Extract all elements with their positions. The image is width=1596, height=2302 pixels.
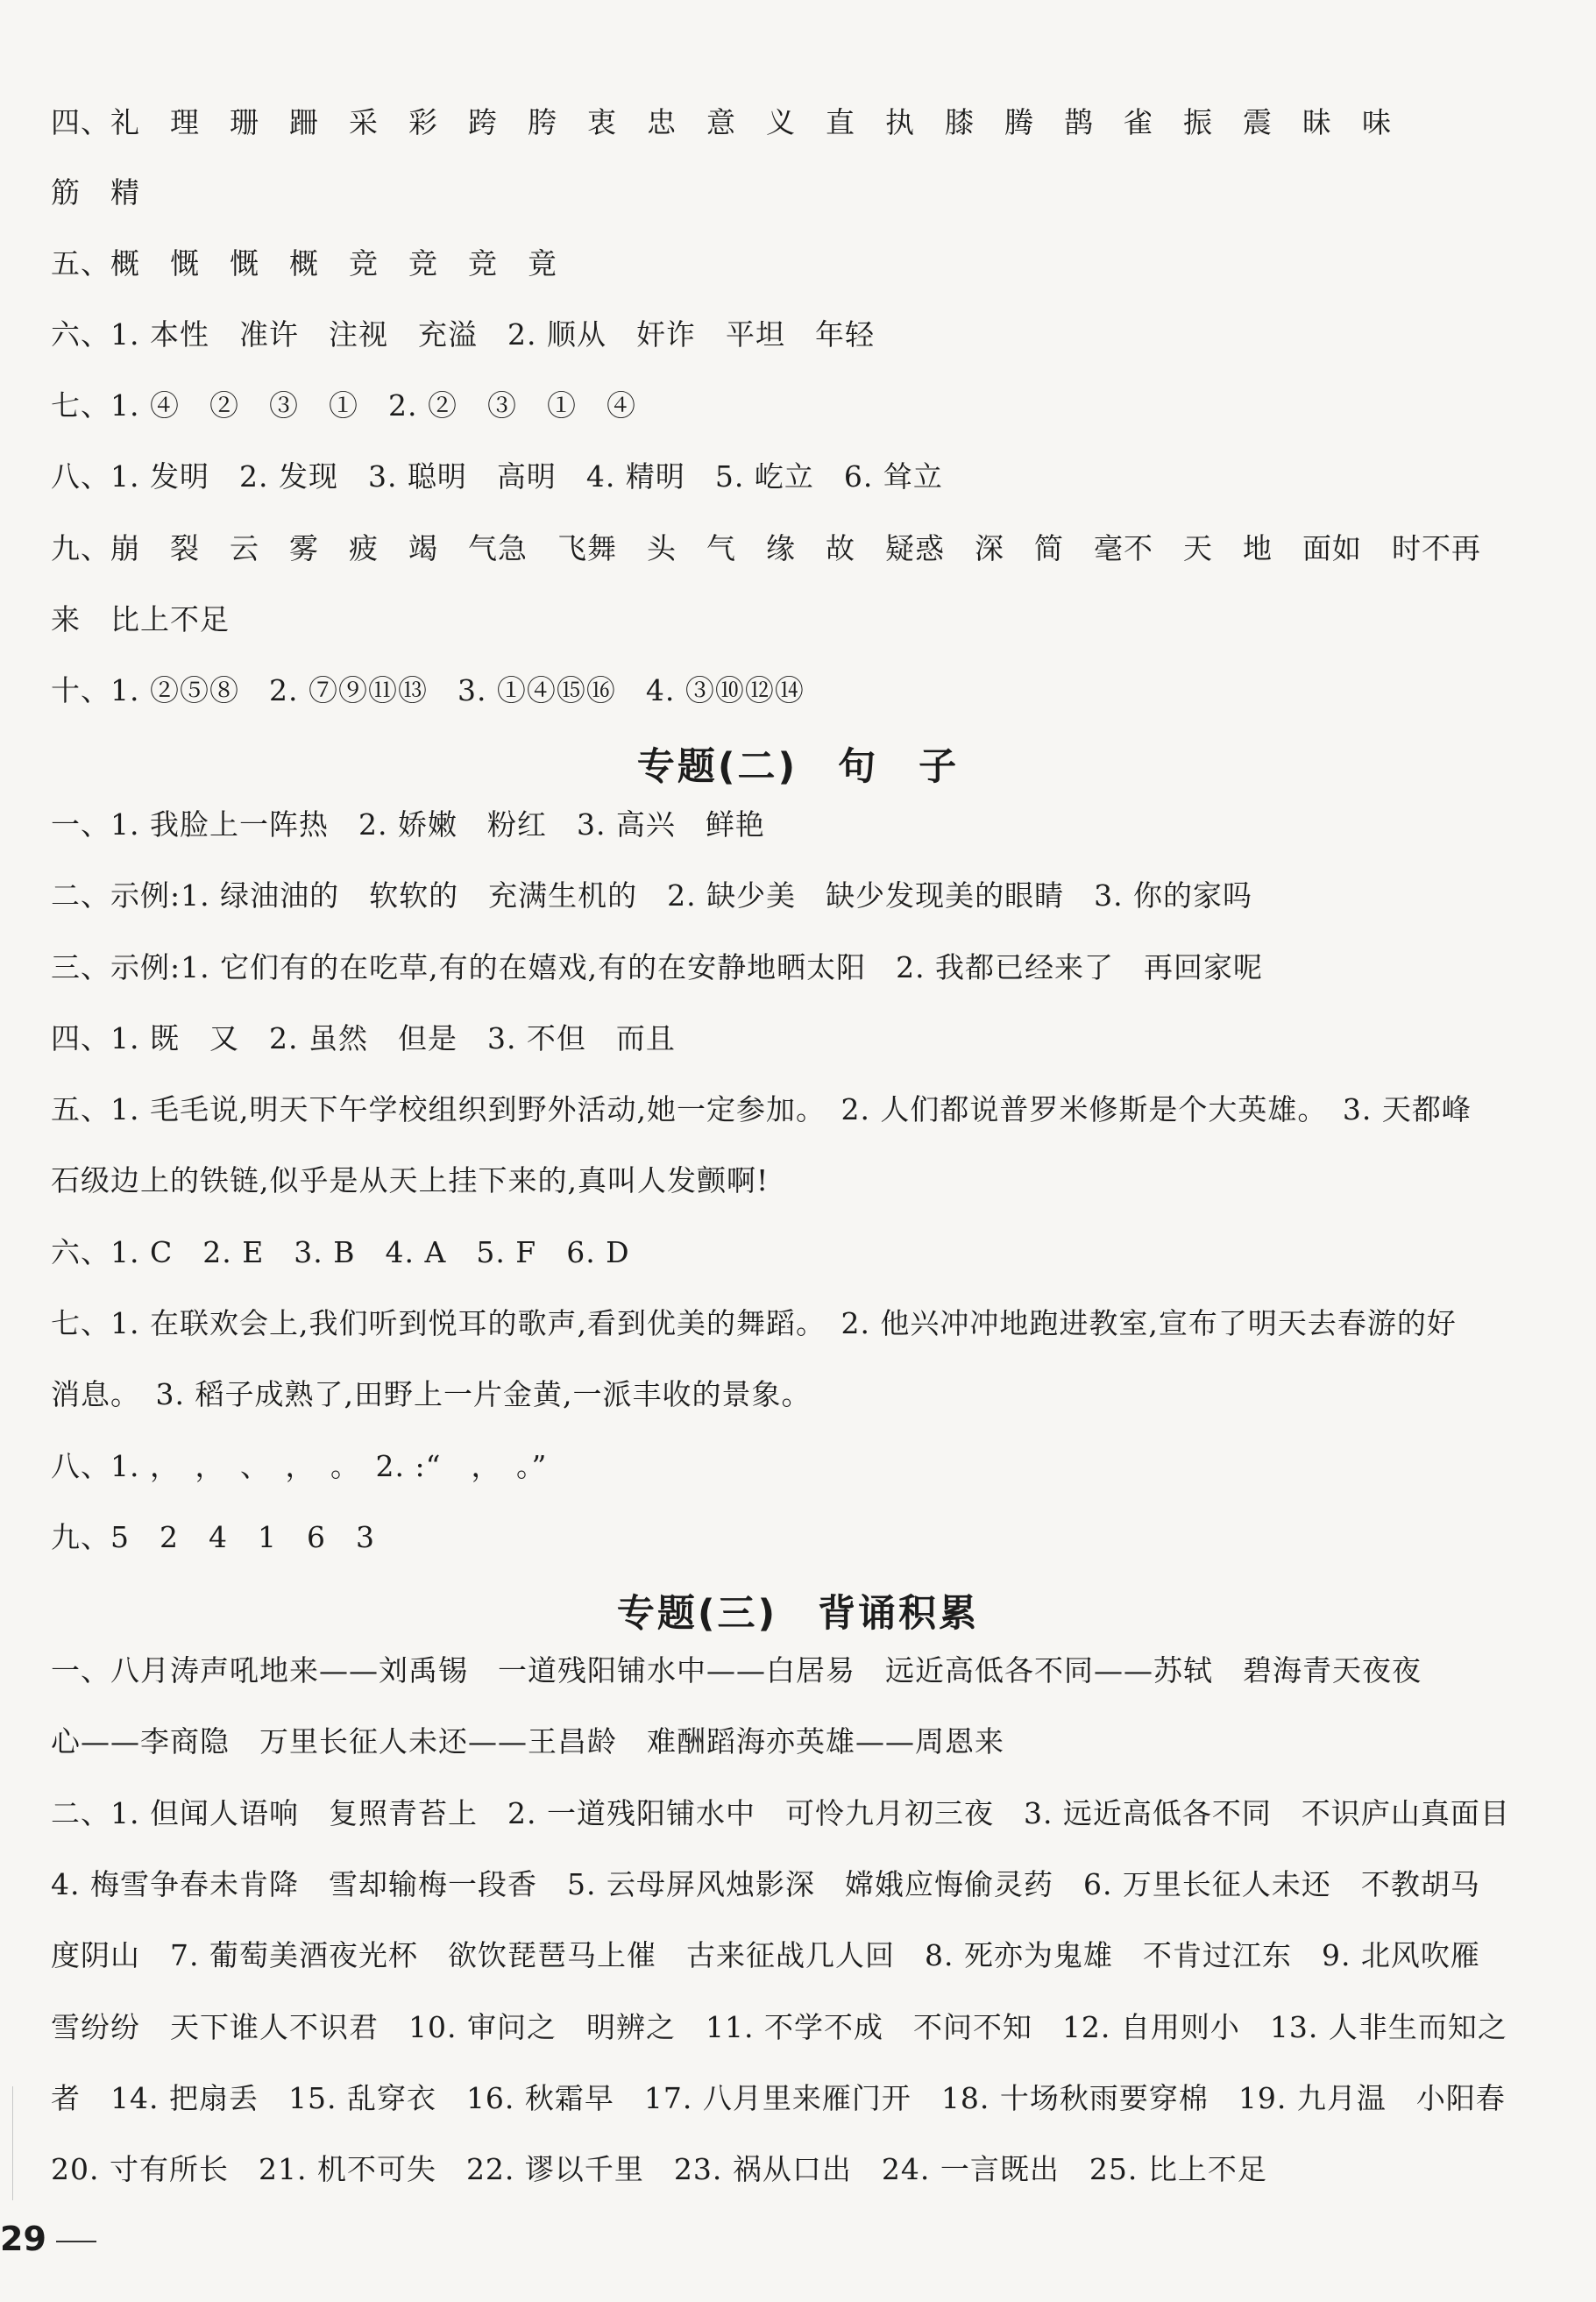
answer-line: 二、1. 但闻人语响 复照青苔上 2. 一道残阳铺水中 可怜九月初三夜 3. 远近高低各不同 不识庐山真面目 (51, 1796, 1510, 1830)
answer-line: 一、八月涛声吼地来——刘禹锡 一道残阳铺水中——白居易 远近高低各不同——苏轼 碧海青天夜夜 (51, 1653, 1422, 1687)
answer-line: 一、1. 我脸上一阵热 2. 娇嫩 粉红 3. 高兴 鲜艳 (51, 807, 765, 842)
answer-line: 4. 梅雪争春未肯降 雪却输梅一段香 5. 云母屏风烛影深 嫦娥应悔偷灵药 6. 万里长征人未还 不教胡马 (51, 1867, 1480, 1901)
answer-line: 九、崩 裂 云 雾 疲 竭 气急 飞舞 头 气 缘 故 疑惑 深 简 毫不 天 地 面如 时不再 (51, 531, 1481, 565)
answer-line: 五、概 慨 慨 概 竞 竞 竞 竟 (51, 246, 557, 281)
answer-line: 二、示例:1. 绿油油的 软软的 充满生机的 2. 缺少美 缺少发现美的眼睛 3. 你的家吗 (51, 878, 1253, 913)
section-title: 专题(二) 句 子 (636, 745, 960, 789)
answer-line: 来 比上不足 (51, 602, 230, 636)
answer-line: 六、1. 本性 准许 注视 充溢 2. 顺从 奸诈 平坦 年轻 (51, 317, 875, 352)
answer-line: 者 14. 把扇丢 15. 乱穿衣 16. 秋霜早 17. 八月里来雁门开 18. 十场秋雨要穿棉 19. 九月温 小阳春 (51, 2081, 1506, 2115)
page-number-rule (56, 2241, 96, 2242)
answer-line: 20. 寸有所长 21. 机不可失 22. 谬以千里 23. 祸从口出 24. 一言既出 25. 比上不足 (51, 2152, 1267, 2186)
answer-line: 雪纷纷 天下谁人不识君 10. 审问之 明辨之 11. 不学不成 不问不知 12. 自用则小 13. 人非生而知之 (51, 2010, 1507, 2044)
answer-line: 心——李商隐 万里长征人未还——王昌龄 难酬蹈海亦英雄——周恩来 (51, 1724, 1004, 1758)
margin-rule (12, 2086, 13, 2200)
answer-line: 度阴山 7. 葡萄美酒夜光杯 欲饮琵琶马上催 古来征战几人回 8. 死亦为鬼雄 不肯过江东 9. 北风吹雁 (51, 1938, 1480, 1972)
answer-line: 四、礼 理 珊 跚 采 彩 跨 胯 衷 忠 意 义 直 执 膝 腾 鹊 雀 振 震 昧 味 (51, 105, 1392, 139)
answer-line: 八、1. ， ， 、 ， 。 2. :“ ， 。” (51, 1449, 548, 1483)
answer-line: 八、1. 发明 2. 发现 3. 聪明 高明 4. 精明 5. 屹立 6. 耸立 (51, 459, 943, 494)
answer-line: 九、5 2 4 1 6 3 (51, 1520, 375, 1554)
answer-line: 四、1. 既 又 2. 虽然 但是 3. 不但 而且 (51, 1021, 676, 1055)
answer-line: 石级边上的铁链,似乎是从天上挂下来的,真叫人发颤啊! (51, 1163, 770, 1197)
page-number: 29 (0, 2220, 46, 2258)
answer-line: 七、1. 在联欢会上,我们听到悦耳的歌声,看到优美的舞蹈。 2. 他兴冲冲地跑进教室,宣布了明天去春游的好 (51, 1306, 1457, 1340)
section-title: 专题(三) 背诵积累 (616, 1592, 980, 1636)
answer-line: 七、1. ④ ② ③ ① 2. ② ③ ① ④ (51, 388, 636, 423)
answer-line: 筋 精 (51, 175, 140, 210)
answer-line: 五、1. 毛毛说,明天下午学校组织到野外活动,她一定参加。 2. 人们都说普罗米修斯是个大英雄。 3. 天都峰 (51, 1092, 1472, 1126)
answer-line: 三、示例:1. 它们有的在吃草,有的在嬉戏,有的在安静地晒太阳 2. 我都已经来了 再回家呢 (51, 950, 1264, 984)
answer-line: 十、1. ②⑤⑧ 2. ⑦⑨⑪⑬ 3. ①④⑮⑯ 4. ③⑩⑫⑭ (51, 673, 805, 707)
answer-line: 六、1. C 2. E 3. B 4. A 5. F 6. D (51, 1235, 630, 1269)
answer-line: 消息。 3. 稻子成熟了,田野上一片金黄,一派丰收的景象。 (51, 1377, 812, 1411)
